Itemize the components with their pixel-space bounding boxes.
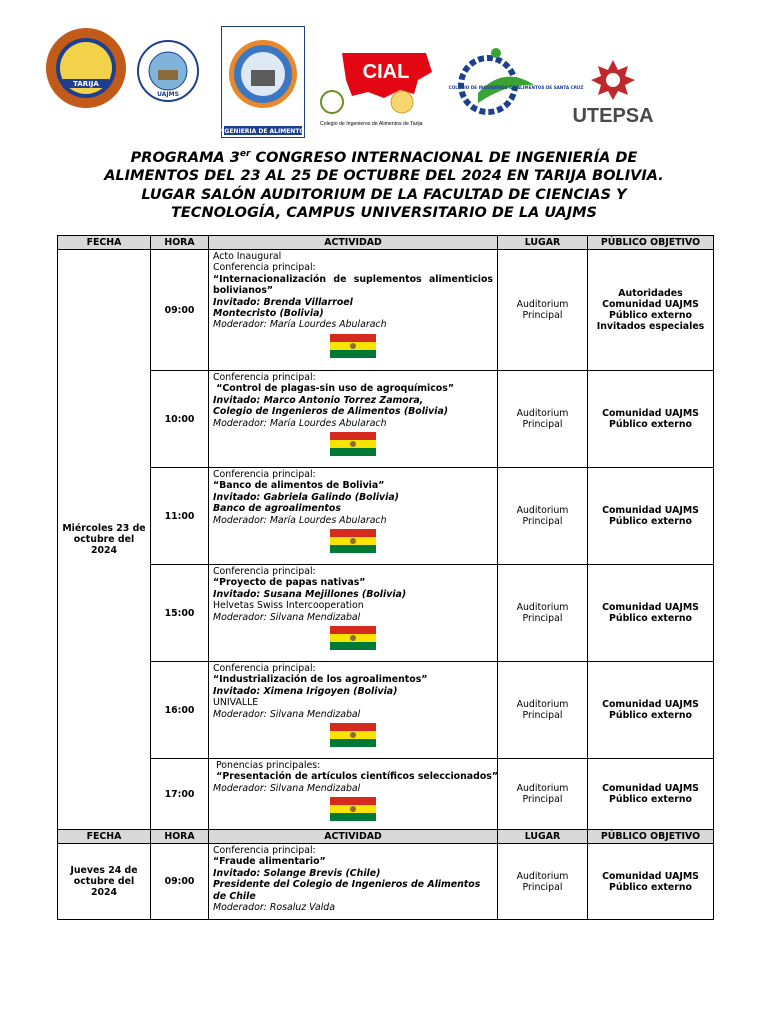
- facultad-logo-text: UAJMS: [157, 91, 179, 98]
- activity-speaker: Invitado: Marco Antonio Torrez Zamora,: [213, 394, 424, 406]
- header-fecha: FECHA: [58, 236, 151, 250]
- activity-talk-title: “Industrialización de los agroalimentos”: [213, 674, 428, 686]
- hora-cell: 11:00: [151, 468, 209, 565]
- tarija-logo-text: TARIJA: [73, 80, 99, 88]
- activity-talk-title: “Fraude alimentario”: [213, 856, 326, 868]
- title-line-1-pre: PROGRAMA 3: [130, 149, 240, 166]
- bolivia-flag-icon: [330, 797, 376, 821]
- publico-line: Comunidad UAJMS: [602, 870, 699, 882]
- activity-moderator: Moderador: María Lourdes Abularach: [213, 417, 387, 429]
- activity-cell: [209, 565, 498, 662]
- cial-subtitle: Colegio de Ingenieros de Alimentos de Tarija: [320, 121, 423, 127]
- lugar-cell: Auditorium Principal: [498, 662, 588, 759]
- activity-talk-title: “Banco de alimentos de Bolivia”: [213, 480, 385, 492]
- activity-line: Conferencia principal:: [213, 566, 316, 577]
- activity-speaker: Invitado: Brenda Villarroel: [213, 296, 353, 308]
- publico-cell: [588, 662, 714, 759]
- activity-speaker-org: Helvetas Swiss Intercooperation: [213, 600, 364, 612]
- activity-line: Ponencias principales:: [213, 760, 321, 771]
- hora-cell: 10:00: [151, 371, 209, 468]
- hora-cell: 09:00: [151, 250, 209, 371]
- title-line-1-post: CONGRESO INTERNACIONAL DE INGENIERÍA DE: [250, 149, 638, 166]
- table-row: [58, 468, 714, 565]
- santa-cruz-logo-text: COLEGIO DE INGENIEROS DE ALIMENTOS DE SANTA CRUZ: [448, 85, 584, 90]
- bolivia-flag-icon: [330, 432, 376, 456]
- activity-moderator: Moderador: Silvana Mendizabal: [213, 782, 361, 794]
- publico-line: Público externo: [609, 794, 692, 805]
- publico-line: Autoridades: [618, 288, 683, 299]
- header-hora: HORA: [151, 236, 209, 250]
- activity-line: Conferencia principal:: [213, 372, 316, 383]
- publico-line: Comunidad UAJMS: [602, 299, 699, 310]
- activity-speaker: Invitado: Gabriela Galindo (Bolivia): [213, 491, 399, 503]
- table-row: [58, 250, 714, 371]
- activity-speaker: Invitado: Solange Brevis (Chile): [213, 867, 381, 879]
- activity-line: Conferencia principal:: [213, 469, 316, 480]
- activity-talk-title: “Proyecto de papas nativas”: [213, 577, 366, 589]
- hora-cell: 17:00: [151, 759, 209, 830]
- cial-logo: [318, 50, 446, 130]
- activity-line: Conferencia principal:: [213, 262, 316, 274]
- header-hora: HORA: [151, 830, 209, 844]
- activity-cell: [209, 844, 498, 920]
- title-line-1-sup: er: [239, 149, 251, 159]
- bolivia-flag-icon: [330, 334, 376, 358]
- program-title: [60, 145, 708, 222]
- header-fecha: FECHA: [58, 830, 151, 844]
- hora-cell: 09:00: [151, 844, 209, 920]
- activity-cell: [209, 468, 498, 565]
- activity-moderator: Moderador: María Lourdes Abularach: [213, 319, 387, 331]
- publico-cell: [588, 844, 714, 920]
- bolivia-flag-icon: [330, 723, 376, 747]
- activity-line: Acto Inaugural: [213, 251, 282, 262]
- publico-line: Comunidad UAJMS: [602, 783, 699, 794]
- header-lugar: LUGAR: [498, 236, 588, 250]
- publico-line: Comunidad UAJMS: [602, 505, 699, 516]
- table-row: [58, 371, 714, 468]
- table-row: [58, 759, 714, 830]
- ingenieria-logo-text: INGENIERIA DE ALIMENTOS: [217, 128, 309, 135]
- publico-cell: [588, 250, 714, 371]
- lugar-cell: Auditorium Principal: [498, 468, 588, 565]
- title-line-4: TECNOLOGÍA, CAMPUS UNIVERSITARIO DE LA UAJMS: [171, 205, 597, 222]
- publico-line: Público externo: [609, 613, 692, 624]
- lugar-cell: Auditorium Principal: [498, 250, 588, 371]
- activity-talk-title: “Internacionalización de suplementos alimenticios bolivianos”: [213, 273, 493, 297]
- header-lugar: LUGAR: [498, 830, 588, 844]
- publico-cell: [588, 468, 714, 565]
- activity-line: Conferencia principal:: [213, 663, 316, 674]
- publico-line: Invitados especiales: [596, 321, 705, 332]
- activity-cell: [209, 662, 498, 759]
- lugar-cell: Auditorium Principal: [498, 371, 588, 468]
- activity-cell: [209, 759, 498, 830]
- activity-moderator: Moderador: María Lourdes Abularach: [213, 514, 387, 526]
- title-line-3: LUGAR SALÓN AUDITORIUM DE LA FACULTAD DE CIENCIAS Y: [141, 186, 627, 203]
- activity-speaker-org: Montecristo (Bolivia): [213, 308, 324, 320]
- table-row: [58, 844, 714, 920]
- activity-speaker-org: Colegio de Ingenieros de Alimentos (Bolivia): [213, 406, 449, 418]
- activity-talk-title: “Presentación de artículos científicos seleccionados”: [213, 771, 499, 783]
- hora-cell: 15:00: [151, 565, 209, 662]
- cial-logo-text: CIAL: [362, 61, 410, 83]
- activity-speaker-org: UNIVALLE: [213, 697, 259, 709]
- activity-speaker: Invitado: Susana Mejillones (Bolivia): [213, 588, 407, 600]
- publico-line: Comunidad UAJMS: [602, 699, 699, 710]
- header-publico: PÚBLICO OBJETIVO: [588, 236, 714, 250]
- ingenieria-alimentos-logo: [217, 26, 309, 138]
- publico-line: Comunidad UAJMS: [602, 602, 699, 613]
- publico-cell: [588, 759, 714, 830]
- activity-talk-title: “Control de plagas-sin uso de agroquímicos”: [213, 383, 454, 395]
- table-header-row: [58, 236, 714, 250]
- facultad-logo: [137, 40, 199, 102]
- activity-moderator: Moderador: Silvana Mendizabal: [213, 611, 361, 623]
- logo-bar: [0, 0, 768, 145]
- publico-cell: [588, 565, 714, 662]
- activity-speaker: Invitado: Ximena Irigoyen (Bolivia): [213, 685, 398, 697]
- activity-cell: [209, 371, 498, 468]
- title-line-2: ALIMENTOS DEL 23 AL 25 DE OCTUBRE DEL 2024 EN TARIJA BOLIVIA.: [104, 168, 664, 185]
- publico-line: Comunidad UAJMS: [602, 408, 699, 419]
- bolivia-flag-icon: [330, 626, 376, 650]
- fecha-cell: Miércoles 23 de octubre del 2024: [58, 250, 151, 830]
- header-actividad: ACTIVIDAD: [209, 830, 498, 844]
- activity-speaker-org: Banco de agroalimentos: [213, 503, 341, 515]
- tarija-logo: [45, 27, 127, 109]
- bolivia-flag-icon: [330, 529, 376, 553]
- activity-speaker-org: Presidente del Colegio de Ingenieros de Alimentos de Chile: [213, 879, 481, 902]
- utepsa-logo-text: UTEPSA: [572, 105, 654, 127]
- activity-line: Conferencia principal:: [213, 845, 316, 856]
- activity-cell: [209, 250, 498, 371]
- header-actividad: ACTIVIDAD: [209, 236, 498, 250]
- publico-line: Público externo: [609, 881, 692, 893]
- publico-line: Público externo: [609, 419, 692, 430]
- table-header-row: [58, 830, 714, 844]
- lugar-cell: Auditorium Principal: [498, 759, 588, 830]
- publico-line: Público externo: [609, 710, 692, 721]
- header-publico: PÚBLICO OBJETIVO: [588, 830, 714, 844]
- fecha-cell: Jueves 24 de octubre del 2024: [58, 844, 151, 920]
- publico-line: Público externo: [609, 516, 692, 527]
- activity-moderator: Moderador: Silvana Mendizabal: [213, 708, 361, 720]
- table-row: [58, 565, 714, 662]
- publico-cell: [588, 371, 714, 468]
- santa-cruz-logo: [448, 45, 584, 125]
- publico-line: Público externo: [609, 310, 692, 321]
- program-table: [57, 235, 714, 920]
- lugar-cell: Auditorium Principal: [498, 565, 588, 662]
- lugar-cell: Auditorium Principal: [498, 844, 588, 920]
- activity-moderator: Moderador: Rosaluz Valda: [213, 902, 336, 914]
- hora-cell: 16:00: [151, 662, 209, 759]
- table-row: [58, 662, 714, 759]
- title-line-1: [60, 145, 708, 167]
- utepsa-logo: [566, 58, 660, 128]
